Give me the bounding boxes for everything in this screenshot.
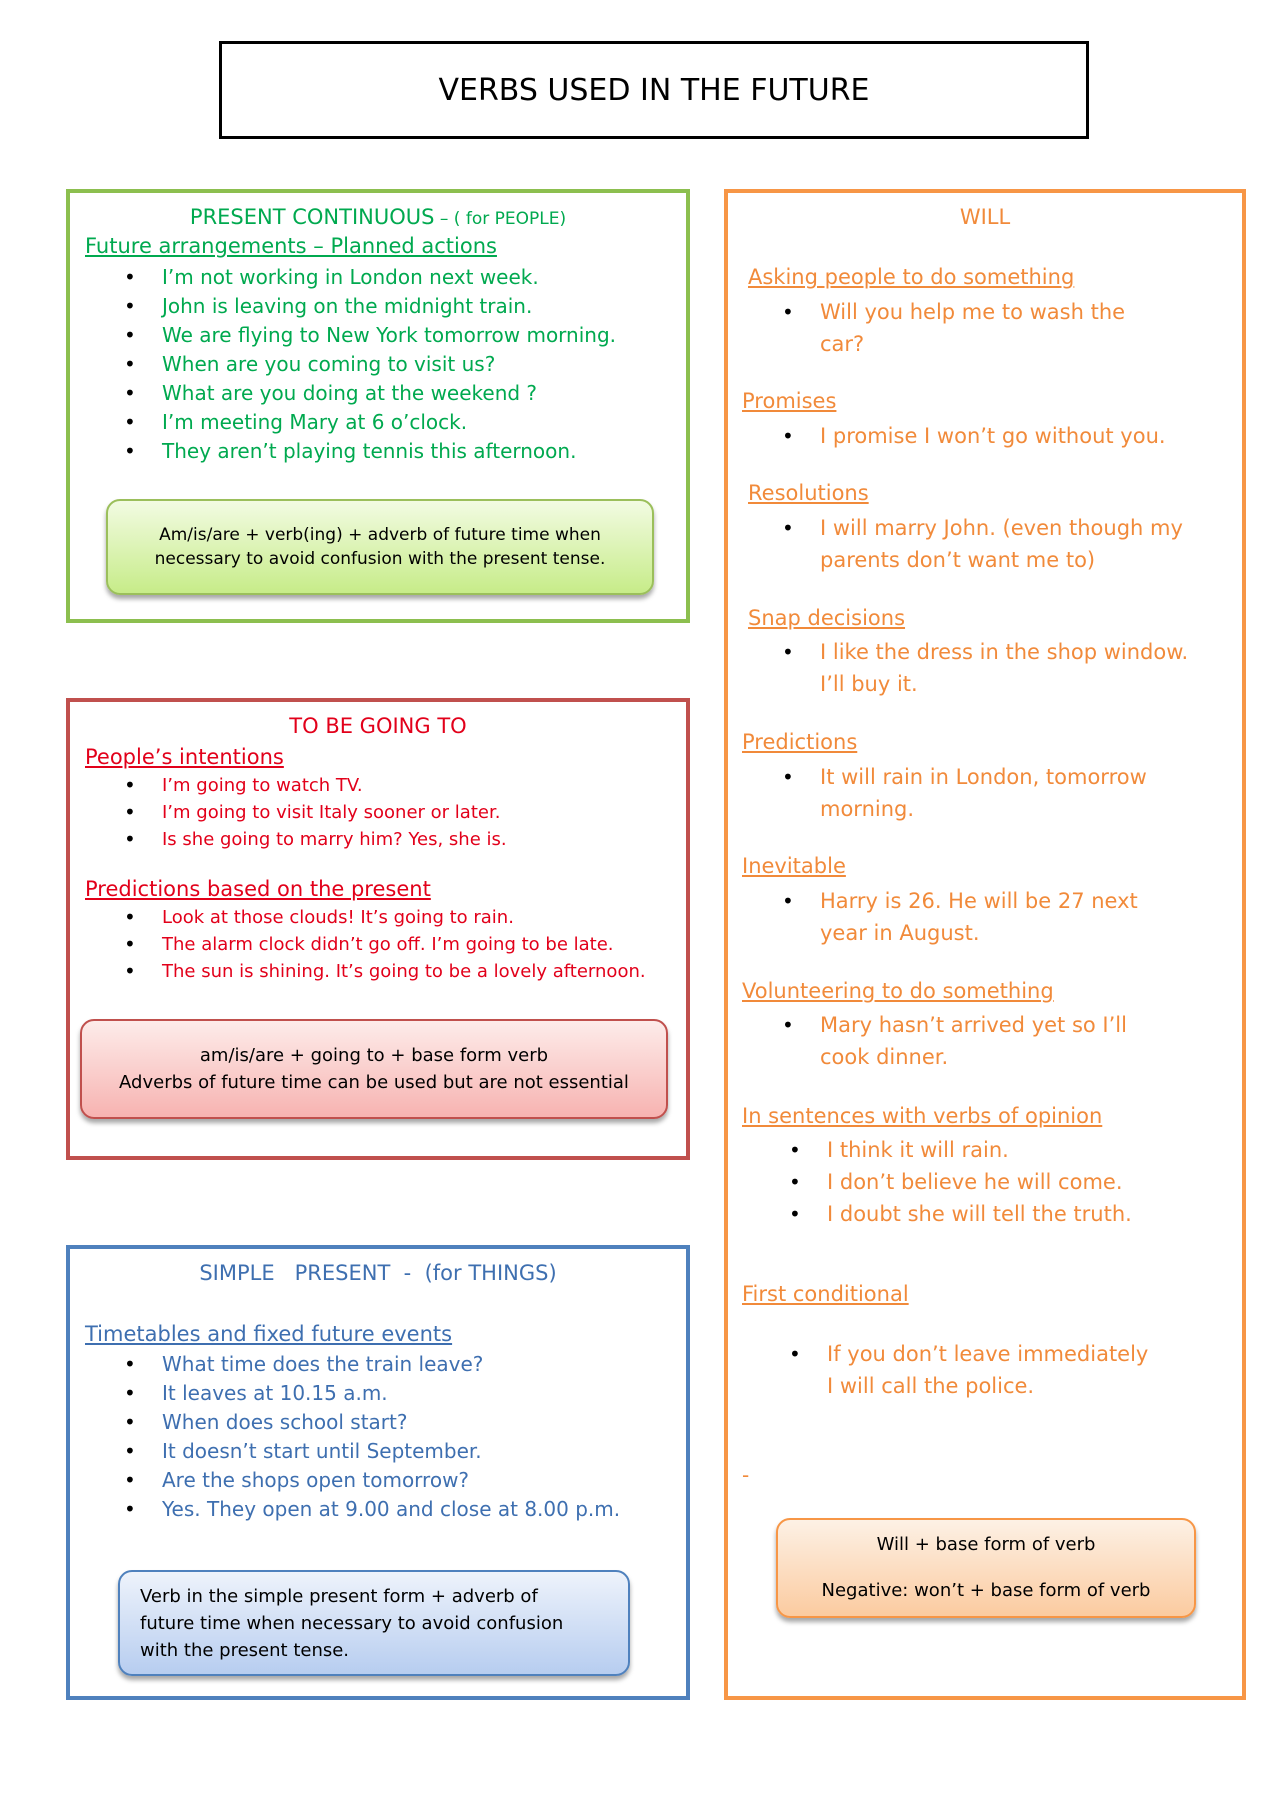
will-list (820, 512, 1183, 576)
rule-line: Adverbs of future time can be used but are not essential (119, 1072, 629, 1093)
will-list (820, 885, 1138, 949)
list-item: • Are the shops open tomorrow? (162, 1466, 620, 1495)
present-continuous-title-suffix: – ( for PEOPLE) (434, 209, 567, 229)
rule-line: Will + base form of verb (876, 1534, 1096, 1555)
rule-line: necessary to avoid confusion with the present tense. (154, 549, 606, 569)
list-item: • I’m not working in London next week. (162, 263, 616, 292)
rule-line: with the present tense. (140, 1639, 350, 1661)
going-to-title: TO BE GOING TO (289, 714, 467, 738)
list-item: • It will rain in London, tomorrow morning. (820, 761, 1147, 825)
list-item: • I will marry John. (even though my parents don’t want me to) (820, 512, 1183, 576)
present-continuous-panel (66, 189, 690, 623)
list-item: • Is she going to marry him? Yes, she is. (162, 826, 507, 853)
going-to-predictions-list (162, 904, 646, 985)
list-item: • What time does the train leave? (162, 1350, 620, 1379)
will-title: WILL (959, 205, 1011, 229)
list-item: • I’m going to watch TV. (162, 772, 507, 799)
will-heading: Predictions (742, 730, 858, 754)
going-to-heading-intentions: People’s intentions (85, 745, 284, 769)
going-to-panel (66, 698, 690, 1160)
present-continuous-heading: Future arrangements – Planned actions (85, 234, 497, 258)
list-item: • I don’t believe he will come. (827, 1166, 1132, 1198)
going-to-rule-box (80, 1019, 668, 1119)
rule-line: Negative: won’t + base form of verb (821, 1580, 1151, 1601)
list-item: • Mary hasn’t arrived yet so I’ll cook dinner. (820, 1009, 1127, 1073)
will-heading: Volunteering to do something (742, 979, 1054, 1003)
present-continuous-title (70, 205, 686, 229)
will-opinion-list (827, 1134, 1132, 1230)
simple-present-panel (66, 1245, 690, 1700)
will-opinion-heading: In sentences with verbs of opinion (742, 1104, 1103, 1128)
list-item: • It leaves at 10.15 a.m. (162, 1379, 620, 1408)
list-item: • When does school start? (162, 1408, 620, 1437)
list-item: • It doesn’t start until September. (162, 1437, 620, 1466)
list-item: • Will you help me to wash the car? (820, 296, 1125, 360)
list-item: • I’m going to visit Italy sooner or later. (162, 799, 507, 826)
simple-present-heading: Timetables and fixed future events (85, 1322, 453, 1346)
list-item: • The sun is shining. It’s going to be a lovely afternoon. (162, 958, 646, 985)
simple-present-list (162, 1350, 620, 1524)
will-heading: Asking people to do something (748, 265, 1075, 289)
will-rule-box (776, 1518, 1196, 1618)
list-item: • I like the dress in the shop window. I’ll buy it. (820, 636, 1188, 700)
list-item: • They aren’t playing tennis this afternoon. (162, 437, 616, 466)
list-item: • I promise I won’t go without you. (820, 420, 1166, 452)
will-panel (724, 189, 1246, 1700)
going-to-heading-predictions: Predictions based on the present (85, 877, 431, 901)
list-item: • John is leaving on the midnight train. (162, 292, 616, 321)
present-continuous-title-main: PRESENT CONTINUOUS (189, 205, 435, 229)
list-item: • I doubt she will tell the truth. (827, 1198, 1132, 1230)
list-item: • Look at those clouds! It’s going to rain. (162, 904, 646, 931)
will-list (820, 636, 1188, 700)
list-item: • If you don’t leave immediately I will call the police. (827, 1338, 1148, 1402)
stray-dash: - (742, 1463, 750, 1487)
present-continuous-list (162, 263, 616, 466)
will-list (820, 761, 1147, 825)
will-heading: Inevitable (742, 854, 846, 878)
will-heading: Promises (742, 389, 837, 413)
rule-line: Verb in the simple present form + adverb of (140, 1585, 538, 1607)
going-to-intentions-list (162, 772, 507, 853)
rule-line: Am/is/are + verb(ing) + adverb of future time when (159, 525, 601, 545)
list-item: • We are flying to New York tomorrow morning. (162, 321, 616, 350)
will-conditional-list (827, 1338, 1148, 1402)
present-continuous-rule-box (106, 499, 654, 595)
list-item: • I’m meeting Mary at 6 o’clock. (162, 408, 616, 437)
simple-present-title: SIMPLE PRESENT - (for THINGS) (199, 1261, 557, 1285)
list-item: • Yes. They open at 9.00 and close at 8.00 p.m. (162, 1495, 620, 1524)
list-item: • Harry is 26. He will be 27 next year in August. (820, 885, 1138, 949)
list-item: • I think it will rain. (827, 1134, 1132, 1166)
will-heading: Snap decisions (748, 606, 906, 630)
rule-line: am/is/are + going to + base form verb (199, 1045, 549, 1066)
will-heading: Resolutions (748, 481, 869, 505)
rule-line: future time when necessary to avoid confusion (140, 1612, 564, 1634)
page-title: VERBS USED IN THE FUTURE (219, 41, 1089, 139)
will-list (820, 296, 1125, 360)
will-list (820, 1009, 1127, 1073)
simple-present-rule-box (118, 1570, 630, 1676)
list-item: • When are you coming to visit us? (162, 350, 616, 379)
will-conditional-heading: First conditional (742, 1282, 909, 1306)
will-list (820, 420, 1166, 452)
list-item: • What are you doing at the weekend ? (162, 379, 616, 408)
list-item: • The alarm clock didn’t go off. I’m going to be late. (162, 931, 646, 958)
